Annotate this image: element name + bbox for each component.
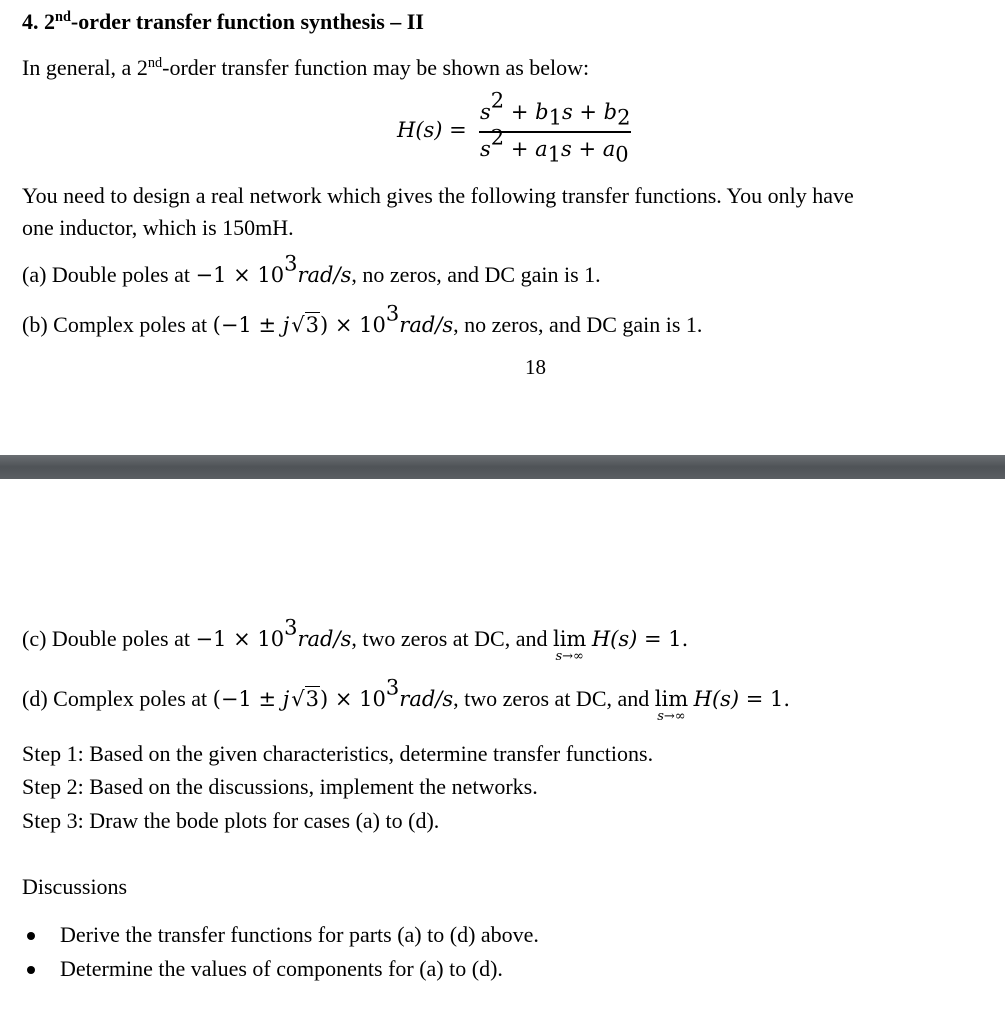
limit-expression: lim s→∞ xyxy=(552,627,587,664)
bullet-icon xyxy=(27,966,35,974)
design-text-line-1: You need to design a real network which gives the following transfer functions. You only have xyxy=(22,183,854,208)
page-number: 18 xyxy=(525,355,546,379)
limit-expression: lim s→∞ xyxy=(654,687,689,724)
section-heading xyxy=(22,9,424,34)
part-c: (c) Double poles at $-1 \times 10^3rad/s$, two zeros at DC, and lim s→∞ H(s) = 1. xyxy=(22,615,689,664)
discussions-title: Discussions xyxy=(22,874,128,899)
heading-title: -order transfer function synthesis – II xyxy=(70,9,424,34)
step-1: Step 1: Based on the given characteristics, determine transfer functions. xyxy=(22,741,654,766)
page-separator xyxy=(0,455,1005,479)
formula-numerator: $s^2 + b_1s + b_2$ xyxy=(480,88,631,130)
discussion-item-1: Derive the transfer functions for parts (a) to (d) above. xyxy=(60,922,539,947)
bullet-icon xyxy=(27,932,35,940)
step-2: Step 2: Based on the discussions, implement the networks. xyxy=(22,774,538,799)
part-b: (b) Complex poles at $(-1 \pm j√3) \times 10^3rad/s$, no zeros, and DC gain is 1. xyxy=(22,301,703,337)
heading-order: 2nd xyxy=(44,9,71,34)
formula-denominator: $s^2 + a_1s + a_0$ xyxy=(480,125,629,167)
sqrt-symbol: √3 xyxy=(291,313,320,337)
design-text-line-2: one inductor, which is 150mH. xyxy=(22,215,294,240)
intro-text: In general, a 2nd-order transfer function may be shown as below: xyxy=(22,55,590,80)
sqrt-symbol: √3 xyxy=(291,687,320,711)
part-a: (a) Double poles at $-1 \times 10^3rad/s$, no zeros, and DC gain is 1. xyxy=(22,251,601,287)
formula-lhs: H(s) = xyxy=(397,118,467,142)
heading-number: 4. xyxy=(22,9,39,34)
discussion-item-2: Determine the values of components for (a) to (d). xyxy=(60,956,503,981)
step-3: Step 3: Draw the bode plots for cases (a) to (d). xyxy=(22,808,440,833)
part-d: (d) Complex poles at $(-1 \pm j√3) \times 10^3rad/s$, two zeros at DC, and lim s→∞ H(s) = 1. xyxy=(22,675,791,724)
